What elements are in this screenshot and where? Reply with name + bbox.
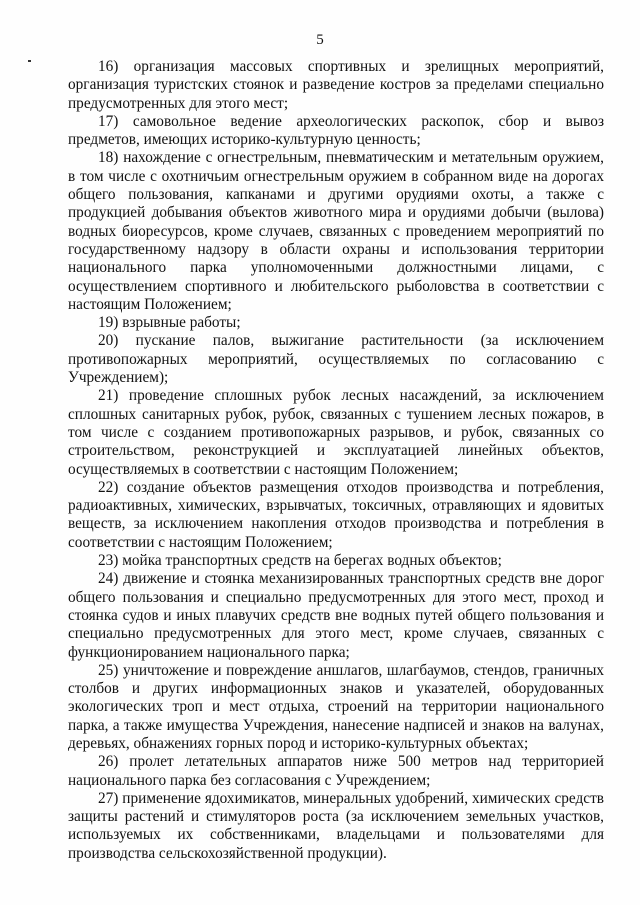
list-item-22: 22) создание объектов размещения отходов производства и потребления, радиоактивных, химических, взрывчатых, токсичных, отравляющих и ядовитых веществ, за исключением накопления отходов производства и потребления в соответствии с настоящим Положением;: [68, 478, 604, 551]
list-item-21: 21) проведение сплошных рубок лесных насаждений, за исключением сплошных санитарных рубок, рубок, связанных с тушением лесных пожаров, в том числе с созданием противопожарных разрывов, и рубок, связанных со строительством, реконструкцией и эксплуатацией линейных объектов, осуществляемых в соответствии с настоящим Положением;: [68, 387, 604, 478]
list-item-18: 18) нахождение с огнестрельным, пневматическим и метательным оружием, в том числе с охотничьим огнестрельным оружием в собранном виде на дорогах общего пользования, капканами и другими орудиями охоты, а также с продукцией добывания объектов животного мира и орудиями добычи (вылова) водных биоресурсов, кроме случаев, связанных с проведением мероприятий по государственному надзору в области охраны и использования территории национального парка уполномоченными должностными лицами, с осуществлением спортивного и любительского рыболовства в соответствии с настоящим Положением;: [68, 149, 604, 313]
page-number: 5: [316, 32, 324, 48]
list-item-25: 25) уничтожение и повреждение аншлагов, шлагбаумов, стендов, граничных столбов и других информационных знаков и указателей, оборудованных экологических троп и мест отдыха, строений на территории национального парка, а также имущества Учреждения, нанесение надписей и знаков на валунах, деревьях, обнажениях горных пород и историко-культурных объектах;: [68, 661, 604, 752]
list-item-24: 24) движение и стоянка механизированных транспортных средств вне дорог общего пользования и специально предусмотренных для этого мест, проход и стоянка судов и иных плавучих средств вне водных путей общего пользования и специально предусмотренных для этого мест, кроме случаев, связанных с функционированием национального парка;: [68, 570, 604, 661]
list-item-17: 17) самовольное ведение археологических раскопок, сбор и вывоз предметов, имеющих историко-культурную ценность;: [68, 112, 604, 149]
list-item-27: 27) применение ядохимикатов, минеральных удобрений, химических средств защиты растений и стимуляторов роста (за исключением земельных участков, используемых их собственниками, владельцами и пользователями для производства сельскохозяйственной продукции).: [68, 789, 604, 862]
list-item-16: 16) организация массовых спортивных и зрелищных мероприятий, организация туристских стоянок и разведение костров за пределами специально предусмотренных для этого мест;: [68, 58, 604, 112]
list-item-20: 20) пускание палов, выжигание растительности (за исключением противопожарных мероприятий, осуществляемых по согласованию с Учреждением);: [68, 332, 604, 387]
list-item-19: 19) взрывные работы;: [98, 314, 241, 332]
list-item-23: 23) мойка транспортных средств на берегах водных объектов;: [98, 552, 502, 570]
page-body: [68, 58, 604, 863]
scan-mark: [28, 60, 31, 62]
list-item-26: 26) пролет летательных аппаратов ниже 500 метров над территорией национального парка без согласования с Учреждением;: [68, 753, 604, 789]
